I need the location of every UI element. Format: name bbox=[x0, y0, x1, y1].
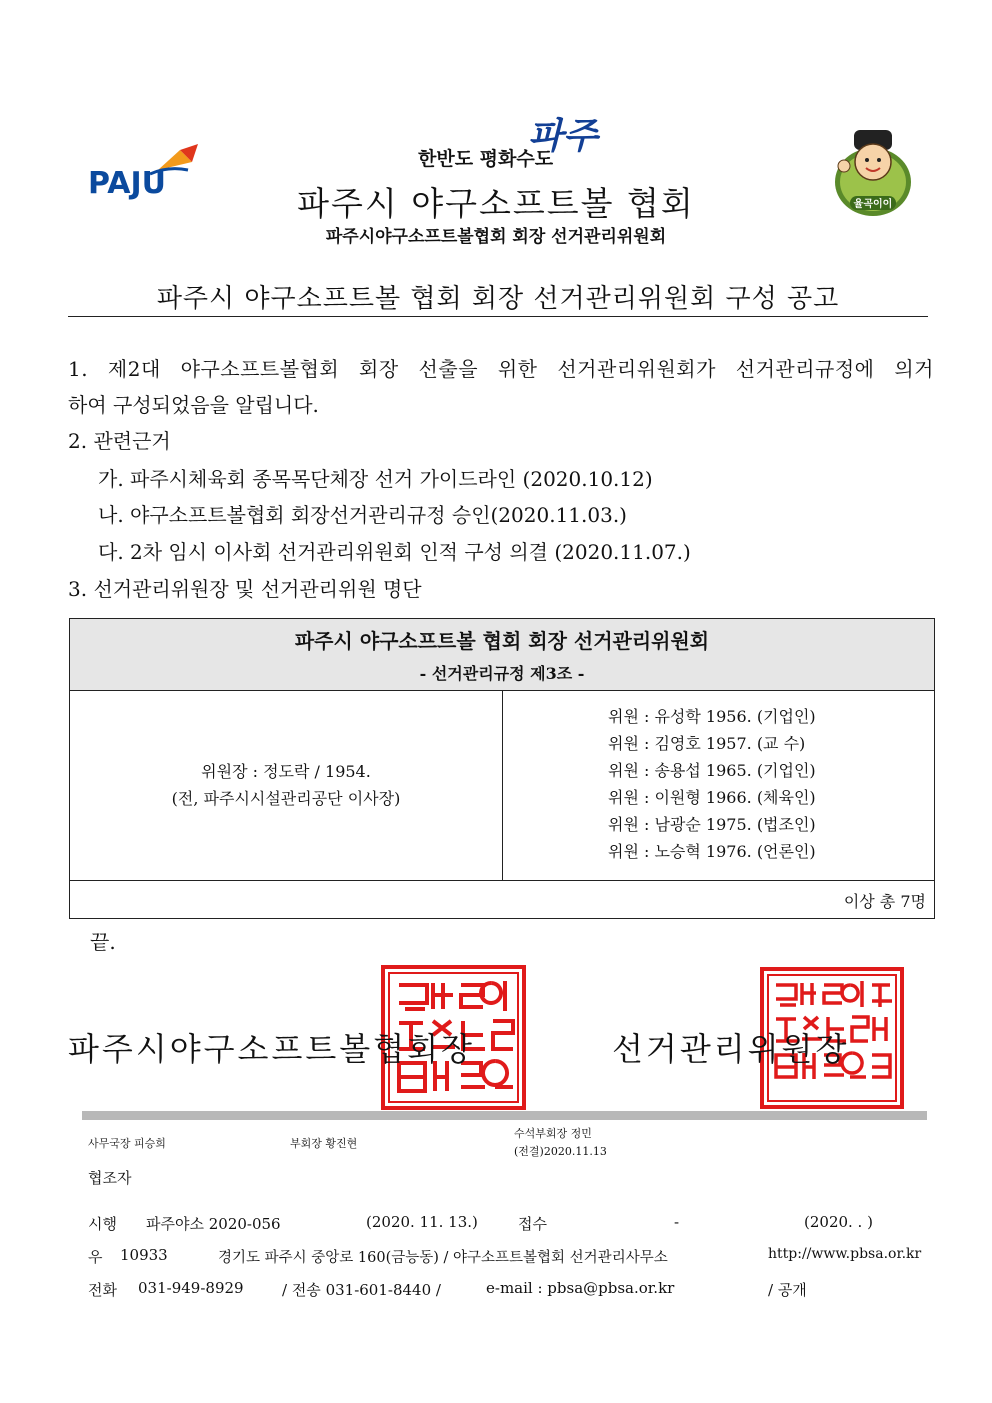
members-cell bbox=[503, 690, 935, 880]
member-item: 위원 : 이원형 1966. (체육인) bbox=[608, 788, 816, 807]
committee-table-body bbox=[70, 690, 934, 881]
members-list bbox=[608, 703, 816, 865]
fax-number: / 전송 031-601-8440 / bbox=[282, 1281, 441, 1299]
chair-affiliation: (전, 파주시시설관리공단 이사장) bbox=[171, 789, 401, 808]
phone-number: 031-949-8929 bbox=[138, 1279, 244, 1297]
chair-cell bbox=[70, 690, 503, 880]
association-president-signature: 파주시야구소프트볼협회장 bbox=[68, 1030, 475, 1068]
committee-table-header bbox=[70, 619, 934, 691]
footer-divider-bar bbox=[82, 1111, 927, 1120]
senior-vice-approval: 수석부회장 정민 bbox=[514, 1127, 592, 1140]
issue-label: 시행 bbox=[88, 1215, 117, 1233]
paragraph-2-item-b: 나. 야구소프트볼협회 회장선거관리규정 승인(2020.11.03.) bbox=[98, 503, 627, 527]
secretary-approval: 사무국장 피승희 bbox=[88, 1137, 166, 1150]
committee-table-footer bbox=[70, 881, 934, 918]
cooperator-label: 협조자 bbox=[88, 1169, 132, 1187]
receipt-label: 접수 bbox=[518, 1215, 547, 1233]
address: 경기도 파주시 중앙로 160(금능동) / 야구소프트볼협회 선거관리사무소 bbox=[218, 1250, 668, 1266]
slogan-logo bbox=[418, 108, 618, 170]
website-link[interactable]: http://www.pbsa.or.kr bbox=[768, 1246, 922, 1262]
disclosure-status: / 공개 bbox=[768, 1281, 807, 1299]
vice-president-approval: 부회장 황진현 bbox=[290, 1137, 358, 1150]
paragraph-2: 2. 관련근거 bbox=[68, 429, 171, 453]
document-title: 파주시 야구소프트볼 협회 회장 선거관리위원회 구성 공고 bbox=[156, 284, 840, 314]
mascot-label: 율곡이이 bbox=[853, 199, 893, 210]
org-title: 파주시 야구소프트볼 협회 bbox=[297, 184, 695, 223]
postal-code: 10933 bbox=[120, 1246, 168, 1264]
total-count: 이상 총 7명 bbox=[843, 892, 926, 911]
postal-label: 우 bbox=[88, 1248, 103, 1266]
slogan-calligraphy: 파주 bbox=[528, 115, 598, 157]
committee-table bbox=[69, 618, 935, 919]
receipt-dash: - bbox=[674, 1213, 680, 1231]
issue-date: (2020. 11. 13.) bbox=[366, 1213, 478, 1231]
title-divider bbox=[68, 316, 928, 317]
committee-table-subtitle: - 선거관리규정 제3조 - bbox=[419, 664, 585, 683]
member-item: 위원 : 남광순 1975. (법조인) bbox=[608, 815, 816, 834]
paju-logo-text: PAJU bbox=[88, 166, 166, 201]
receipt-date: (2020. . ) bbox=[804, 1213, 873, 1231]
paragraph-1-line-1: 1. 제2대 야구소프트볼협회 회장 선출을 위한 선거관리위원회가 선거관리규정에 의거 bbox=[68, 357, 934, 381]
email-address[interactable]: e-mail : pbsa@pbsa.or.kr bbox=[486, 1279, 675, 1297]
senior-vice-approval-date: (전결)2020.11.13 bbox=[514, 1145, 607, 1158]
member-item: 위원 : 노승혁 1976. (언론인) bbox=[608, 842, 816, 861]
member-item: 위원 : 송용섭 1965. (기업인) bbox=[608, 761, 816, 780]
member-item: 위원 : 김영호 1957. (교 수) bbox=[608, 734, 806, 753]
paragraph-1-line-2: 하여 구성되었음을 알립니다. bbox=[68, 393, 319, 417]
slogan-text: 한반도 평화수도 bbox=[418, 148, 554, 170]
paragraph-2-item-c: 다. 2차 임시 이사회 선거관리위원회 인적 구성 의결 (2020.11.07.) bbox=[98, 540, 691, 564]
chair-name: 위원장 : 정도락 / 1954. bbox=[201, 762, 371, 781]
member-item: 위원 : 유성학 1956. (기업인) bbox=[608, 707, 816, 726]
phone-label: 전화 bbox=[88, 1281, 117, 1299]
org-subtitle: 파주시야구소프트볼협회 회장 선거관리위원회 bbox=[325, 227, 667, 247]
end-mark: 끝. bbox=[90, 930, 116, 954]
paragraph-3: 3. 선거관리위원장 및 선거관리위원 명단 bbox=[68, 577, 422, 601]
committee-table-title: 파주시 야구소프트볼 협회 회장 선거관리위원회 bbox=[294, 629, 710, 653]
paragraph-2-item-a: 가. 파주시체육회 종목목단체장 선거 가이드라인 (2020.10.12) bbox=[98, 467, 653, 491]
committee-chair-signature: 선거관리위원장 bbox=[612, 1030, 850, 1068]
issue-number: 파주야소 2020-056 bbox=[146, 1215, 281, 1233]
